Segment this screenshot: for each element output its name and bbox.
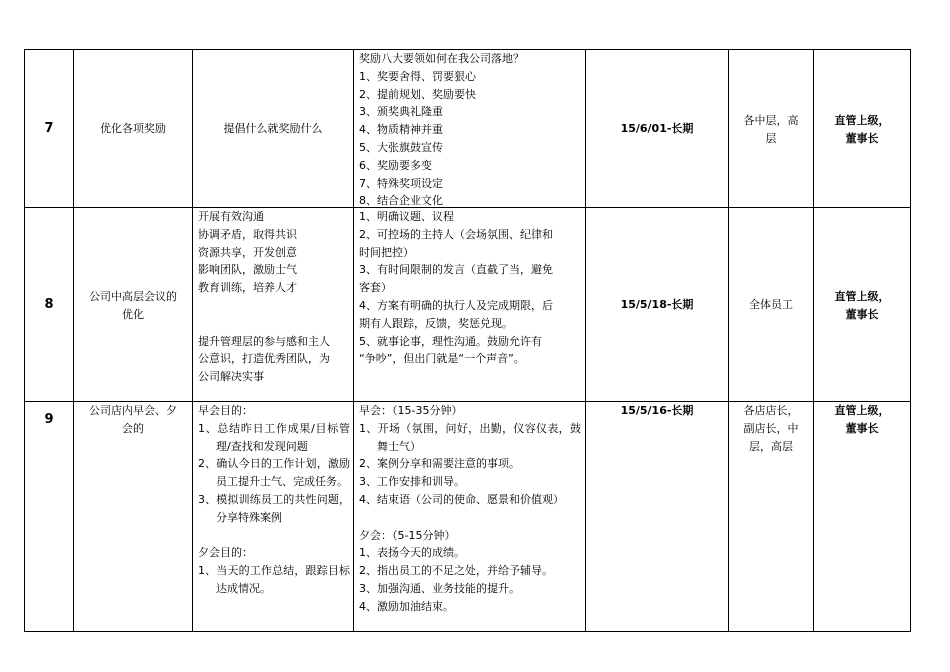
row-8-purpose-line xyxy=(198,297,352,315)
row-7-owner-line: 直管上级， xyxy=(834,114,890,127)
row-8-purpose-line: 公意识，打造优秀团队，为 xyxy=(198,352,330,366)
row-7-content-line: 6、奖励要多变 xyxy=(359,158,432,172)
row-7-target-line: 层 xyxy=(765,131,777,145)
row-7-content-line: 2、提前规划、奖励要快 xyxy=(359,87,476,101)
row-7-item: 优化各项奖励 xyxy=(100,122,166,135)
row-8-item-line: 优化 xyxy=(122,307,144,321)
row-9-date: 15/5/16-长期 xyxy=(620,404,694,417)
row-7-number: 7 xyxy=(44,121,54,136)
row-7-content xyxy=(359,50,583,210)
row-9-content-morning-item: 4、结束语（公司的使命、愿景和价值观） xyxy=(359,492,564,506)
row-9-content-morning-item: 3、工作安排和训导。 xyxy=(359,475,465,489)
row-7-content-line: 4、物质精神并重 xyxy=(359,123,443,137)
row-8-purpose-line xyxy=(198,315,352,333)
row-9-purpose-morning-item: 2、确认今日的工作计划，激励员工提升士气、完成任务。 xyxy=(198,457,350,489)
row-9-purpose-evening-item: 1、当天的工作总结，跟踪目标达成情况。 xyxy=(198,564,350,595)
row-7-content-line: 5、大张旗鼓宣传 xyxy=(359,140,443,154)
row-8-target xyxy=(729,296,813,314)
row-9-target-line: 各店店长， xyxy=(743,404,799,417)
row-8-content-line: 5、就事论事，理性沟通。鼓励允许有 xyxy=(359,334,542,348)
row-9-content-spacer xyxy=(359,509,581,527)
row-8-purpose-line: 公司解决实事 xyxy=(198,370,264,384)
row-8-content-line: 3、有时间限制的发言（直截了当，避免 xyxy=(359,263,553,277)
row-7-purpose xyxy=(193,120,353,138)
row-7-content-line: 1、奖要舍得、罚要狠心 xyxy=(359,69,476,83)
row-9-content-evening-title: 夕会：（5-15分钟） xyxy=(359,528,456,542)
row-8-item-line: 公司中高层会议的 xyxy=(89,290,177,303)
row-8-owner-line: 董事长 xyxy=(845,307,879,321)
row-9-content-morning-item: 1、开场（氛围，问好，出勤，仪容仪表，鼓舞士气） xyxy=(359,421,581,453)
row-7-content-line: 奖励八大要领如何在我公司落地？ xyxy=(359,52,524,65)
row-8-content-line: “争吵”，但出门就是“一个声音”。 xyxy=(359,352,525,366)
row-8-date: 15/5/18-长期 xyxy=(620,298,694,311)
row-9-item-line: 会的 xyxy=(122,421,144,435)
row-7-content-line: 7、特殊奖项设定 xyxy=(359,176,443,190)
row-9-target-line: 副店长，中 xyxy=(743,421,799,435)
row-9-content-evening-item: 4、激励加油结束。 xyxy=(359,599,454,613)
row-7-owner xyxy=(814,112,910,148)
row-9-target-line: 层，高层 xyxy=(749,439,793,453)
row-9-number: 9 xyxy=(44,412,54,427)
row-9-content-evening-item: 1、表扬今天的成绩。 xyxy=(359,546,465,560)
row-9-purpose-evening-title: 夕会目的： xyxy=(198,546,253,560)
row-8-number: 8 xyxy=(44,297,54,312)
col-line xyxy=(910,49,911,632)
row-line xyxy=(24,631,911,632)
row-9-purpose-morning-item: 3、模拟训练员工的共性问题，分享特殊案例 xyxy=(198,492,350,524)
row-7-content-line: 3、颁奖典礼隆重 xyxy=(359,105,443,119)
row-8-purpose-line: 资源共享，开发创意 xyxy=(198,245,297,259)
row-7-date: 15/6/01-长期 xyxy=(620,122,694,135)
row-8-owner-line: 直管上级， xyxy=(834,290,890,303)
row-9-owner-line: 董事长 xyxy=(845,421,879,435)
row-9-purpose-morning-item: 1、总结昨日工作成果/目标管理/查找和发现问题 xyxy=(198,421,350,453)
row-8-purpose xyxy=(198,208,352,386)
row-8-purpose-line: 教育训练，培养人才 xyxy=(198,281,297,295)
row-7-owner-line: 董事长 xyxy=(845,131,879,145)
row-8-content-line: 客套） xyxy=(359,281,392,295)
row-8-content-line: 1、明确议题、议程 xyxy=(359,210,454,223)
row-8-purpose-line: 影响团队，激励士气 xyxy=(198,263,297,277)
row-8-target-line: 全体员工 xyxy=(749,298,793,311)
row-9-content xyxy=(359,402,581,616)
row-8-content-line: 4、方案有明确的执行人及完成期限，后 xyxy=(359,298,553,312)
row-9-purpose-morning-title: 早会目的： xyxy=(198,404,253,417)
row-7-target-line: 各中层，高 xyxy=(743,114,799,127)
row-8-purpose-line: 协调矛盾，取得共识 xyxy=(198,227,297,241)
row-8-item xyxy=(74,288,192,324)
row-8-owner xyxy=(814,288,910,324)
row-7-content-line: 8、结合企业文化 xyxy=(359,194,443,208)
row-8-content-line: 时间把控） xyxy=(359,245,414,259)
row-9-purpose xyxy=(198,402,350,598)
row-9-owner xyxy=(814,402,910,438)
row-9-owner-line: 直管上级， xyxy=(834,404,890,417)
row-9-item xyxy=(74,402,192,438)
row-9-item-line: 公司店内早会、夕 xyxy=(89,404,177,417)
row-8-content-line: 期有人跟踪，反馈，奖惩兑现。 xyxy=(359,316,513,330)
row-9-content-morning-title: 早会：（15-35分钟） xyxy=(359,404,463,417)
row-9-content-evening-item: 3、加强沟通、业务技能的提升。 xyxy=(359,581,520,595)
row-9-content-morning-item: 2、案例分享和需要注意的事项。 xyxy=(359,457,520,471)
row-8-content xyxy=(359,208,583,368)
row-8-purpose-line: 开展有效沟通 xyxy=(198,210,264,223)
col-line xyxy=(353,49,354,632)
row-8-purpose-line: 提升管理层的参与感和主人 xyxy=(198,334,330,348)
row-9-purpose-spacer xyxy=(198,527,350,545)
row-9-target xyxy=(729,402,813,455)
row-7-purpose-line: 提倡什么就奖励什么 xyxy=(223,122,323,135)
row-7-target xyxy=(729,112,813,148)
row-8-content-line: 2、可控场的主持人（会场氛围、纪律和 xyxy=(359,227,553,241)
row-9-content-evening-item: 2、指出员工的不足之处，并给予辅导。 xyxy=(359,564,553,578)
